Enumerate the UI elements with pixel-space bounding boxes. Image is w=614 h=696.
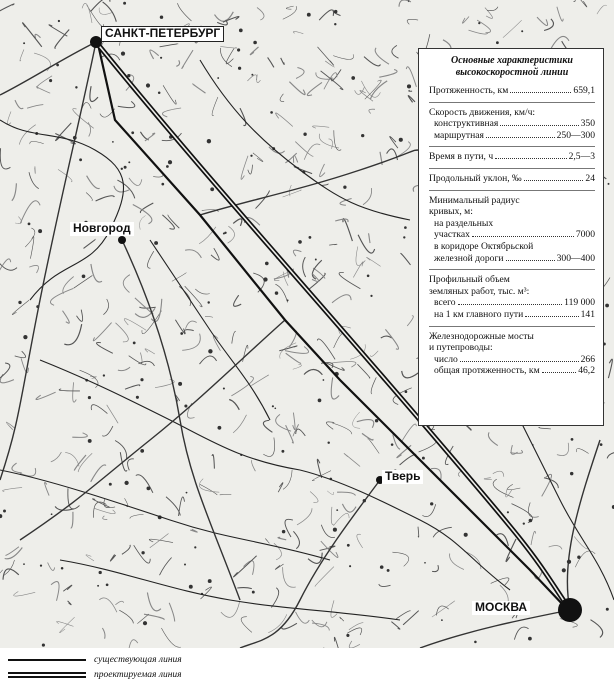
city-label-tver: Тверь [382,470,423,484]
travel-time-block [429,151,595,163]
radius-sections-label: участках [434,229,470,241]
legend-existing-swatch [8,659,86,661]
bridges-count-label: число [434,353,458,365]
length-value: 659,1 [573,85,595,96]
radius-corridor-value: 300—400 [556,252,595,264]
earthworks-block [429,274,595,320]
length-label: Протяженность, км [429,85,509,96]
bridges-length-label: общая протяженность, км [434,365,540,377]
earthworks-total-value: 119 000 [564,297,595,309]
legend-planned-swatch [8,672,86,678]
panel-title-line2: высокоскоростной линии [455,67,569,78]
panel-title-line1: Основные характеристики [451,55,573,66]
speed-block [429,107,595,142]
city-label-spb: САНКТ-ПЕТЕРБУРГ [101,26,224,42]
bridges-length-value: 46,2 [578,365,595,377]
radius-sections-value: 7000 [575,229,595,241]
speed-design-value: 350 [580,118,595,130]
radius-title-line2: кривых, м: [429,206,473,218]
radius-corridor-label: железной дороги [434,252,504,264]
speed-design-label: конструктивная [434,118,499,130]
radius-corridor-line1: в коридоре Октябрьской [434,240,534,252]
speed-route-label: маршрутная [434,129,484,141]
moscow-marker [558,598,582,622]
bridges-title-line1: Железнодорожные мосты [429,330,534,342]
city-label-moscow: МОСКВА [472,601,530,615]
gradient-block [429,173,595,185]
radius-title-line1: Минимальный радиус [429,194,520,206]
bridges-count-value: 266 [580,353,595,365]
length-block [429,85,595,97]
legend-existing-label: существующая линия [94,654,182,665]
bridges-title-line2: и путепроводы: [429,342,493,354]
earthworks-total-label: всего [434,297,456,309]
radius-block [429,195,595,265]
legend-row-planned [8,667,308,682]
speed-title: Скорость движения, км/ч: [429,106,536,118]
earthworks-perkm-value: 141 [580,308,595,320]
legend-planned-label: проектируемая линия [94,669,182,680]
gradient-label: Продольный уклон, ‰ [429,172,522,184]
gradient-value: 24 [585,172,595,184]
panel-title [429,55,595,79]
earthworks-title-line2: земляных работ, тыс. м³: [429,285,530,297]
novgorod-marker [118,236,126,244]
characteristics-panel [418,48,604,426]
travel-time-value: 2,5—3 [568,151,595,163]
earthworks-title-line1: Профильный объем [429,274,510,286]
legend-row-existing [8,652,308,667]
bridges-block [429,331,595,377]
earthworks-perkm-label: на 1 км главного пути [434,308,524,320]
travel-time-label: Время в пути, ч [429,151,494,163]
map-legend [8,652,308,692]
radius-sections-line1: на раздельных [434,217,494,229]
city-label-novgorod: Новгород [70,222,134,236]
speed-route-value: 250—300 [556,129,595,141]
